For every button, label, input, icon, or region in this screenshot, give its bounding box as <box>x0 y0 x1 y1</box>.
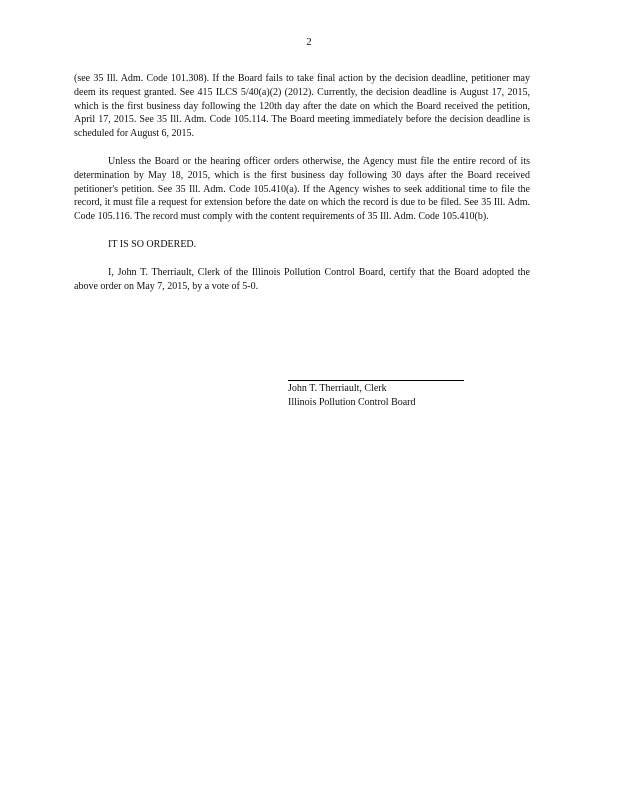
page-number: 2 <box>306 36 312 48</box>
paragraph-agency-record: Unless the Board or the hearing officer orders otherwise, the Agency must file the entire record of its determination by May 18, 2015, which is the first business day following 30 days after the Board received petitioner's petition. See 35 Ill. Adm. Code 105.410(a). If the Agency wishes to seek additional time to file the record, it must file a request for extension before the date on which the record is due to be filed. See 35 Ill. Adm. Code 105.116. The record must comply with the content requirements of 35 Ill. Adm. Code 105.410(b). <box>74 155 530 223</box>
signature-line <box>288 370 464 381</box>
paragraph-so-ordered: IT IS SO ORDERED. <box>108 238 197 250</box>
signature-organization: Illinois Pollution Control Board <box>288 396 416 408</box>
order-body <box>74 72 530 307</box>
signature-name-title: John T. Therriault, Clerk <box>288 383 387 394</box>
signature-block <box>288 370 464 410</box>
paragraph-clerk-certification: I, John T. Therriault, Clerk of the Illinois Pollution Control Board, certify that the Board adopted the above order on May 7, 2015, by a vote of 5-0. <box>74 266 530 292</box>
paragraph-decision-deadline: (see 35 Ill. Adm. Code 101.308). If the Board fails to take final action by the decision deadline, petitioner may deem its request granted. See 415 ILCS 5/40(a)(2) (2012). Currently, the decision deadline is August 17, 2015, which is the first business day following the 120th day after the date on which the Board received the petition, April 17, 2015. See 35 Ill. Adm. Code 105.114. The Board meeting immediately before the decision deadline is scheduled for August 6, 2015. <box>74 73 530 140</box>
